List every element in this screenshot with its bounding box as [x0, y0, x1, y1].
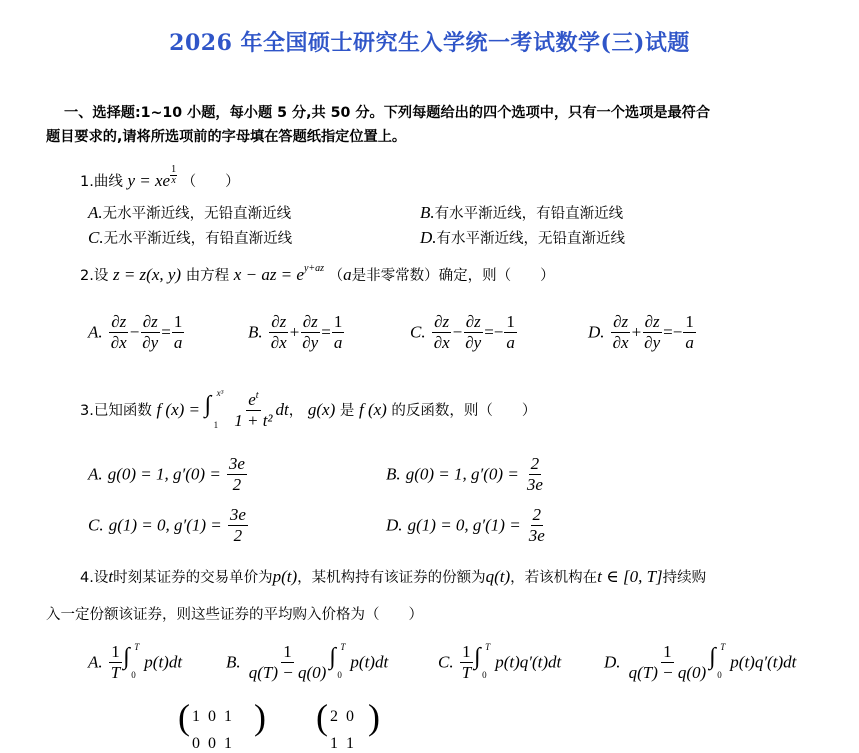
q1-expression: y = xe	[127, 171, 171, 190]
q3-option-b-den: 3e	[526, 475, 543, 495]
q1-prefix: 1.曲线	[80, 174, 123, 190]
q3-lower-limit: 1	[213, 419, 219, 430]
q3-option-c-num: 3e	[228, 505, 248, 526]
q3-option-d-num: 2	[531, 505, 544, 526]
question-4-stem-line1	[80, 566, 706, 587]
section-instructions-line1: 一、选择题:1~10 小题，每小题 5 分,共 50 分。下列每题给出的四个选项中，只有一个选项是最符合	[64, 105, 711, 121]
q4-option-d-coef-den: q(T) − q(0)	[628, 663, 707, 683]
q2-c-rhs-sign: −	[493, 322, 504, 342]
q2-b-dz2: ∂z	[301, 312, 320, 333]
q2-c-op: −	[452, 322, 463, 342]
q4-option-b-coef-num: 1	[281, 642, 294, 663]
q4-qt: q(t)	[485, 567, 511, 586]
q4-option-c-integrand: p(t)q′(t)dt	[495, 652, 562, 672]
q5-matrix-2-row1: 2 0	[330, 708, 354, 725]
q5-matrix-1-row1: 1 0 1	[192, 708, 232, 725]
q3-option-b-left: g(0) = 1, g′(0) =	[405, 464, 519, 484]
q4-pt: p(t)	[272, 567, 298, 586]
q4-option-b-upper: T	[340, 641, 346, 652]
q1-exponent-numerator: 1	[171, 164, 177, 175]
q3-option-d	[386, 505, 548, 547]
q4-t: t	[108, 567, 114, 586]
q3-option-a-den: 2	[232, 475, 242, 495]
q4-p2: 时刻某证券的交易单价为	[113, 570, 273, 586]
q2-option-d: D. $\frac{\partial z}{\partial x}$ + $\frac{\partial z}{\partial y}$ =− $\frac{1}{a}$	[588, 312, 694, 353]
q3-option-a-left: g(0) = 1, g′(0) =	[107, 464, 221, 484]
q2-option-b: B. $\frac{\partial z}{\partial x}$ + $\frac{\partial z}{\partial y}$ = $\frac{1}{a}$	[248, 312, 343, 353]
q3-option-c-left: g(1) = 0, g′(1) =	[108, 515, 222, 535]
q4-option-c: C. $\frac{1}{T}$ ∫ T 0 p(t)q′(t)dt	[438, 641, 562, 683]
q2-d-rhs-sign: −	[672, 322, 683, 342]
q2-a: a	[343, 265, 352, 284]
q2-d-rhs-num: 1	[683, 312, 696, 333]
q4-option-a-integrand: p(t)dt	[144, 652, 183, 672]
q4-option-c-letter: C.	[438, 652, 454, 672]
q4-option-c-coef-num: 1	[460, 642, 473, 663]
q3-upper-limit: x³	[216, 387, 224, 398]
section-instructions-line2: 题目要求的,请将所选项前的字母填在答题纸指定位置上。	[46, 129, 407, 145]
q4-option-b: B. $\frac{1}{q(T) - q(0)}$ ∫ T 0 p(t)dt	[226, 641, 389, 683]
q4-option-d-letter: D.	[604, 652, 621, 672]
q2-d-op: +	[631, 322, 642, 342]
q2-b-dz1: ∂z	[269, 312, 288, 333]
q4-option-a-coef-num: 1	[109, 642, 122, 663]
q2-d-dx: ∂x	[612, 333, 629, 353]
q2-a-dz1: ∂z	[109, 312, 128, 333]
q1-option-c	[88, 227, 292, 248]
q4-option-d-lower: 0	[717, 669, 722, 680]
q3-option-b	[386, 454, 546, 496]
q3-option-c	[88, 505, 249, 547]
question-4-stem-line2: 入一定份额该证券，则这些证券的平均购入价格为（ ）	[46, 607, 423, 623]
q3-gx: g(x)	[307, 399, 336, 419]
q3-option-b-num: 2	[529, 454, 542, 475]
q2-c-dz2: ∂z	[464, 312, 483, 333]
q2-c-rhs-den: a	[506, 333, 515, 353]
q3-option-c-den: 2	[233, 526, 243, 546]
q2-mid: 由方程	[185, 268, 230, 284]
q2-d-dz1: ∂z	[611, 312, 630, 333]
q1-option-c-text: 无水平渐近线，有铅直渐近线	[103, 231, 293, 247]
q4-option-a: A. $\frac{1}{T}$ ∫ T 0 p(t)dt	[88, 641, 183, 683]
q3-fx2: f (x)	[358, 399, 387, 419]
q4-option-c-upper: T	[485, 641, 491, 652]
q1-answer-blank: （ ）	[181, 174, 240, 190]
q1-option-a	[88, 202, 291, 223]
q4-option-d-upper: T	[720, 641, 726, 652]
q3-option-d-letter: D.	[386, 515, 403, 535]
q3-fx: f (x) =	[156, 399, 201, 419]
q2-b-rhs-num: 1	[332, 312, 345, 333]
q2-expr2: x − az = e	[233, 265, 304, 284]
q2-a-dx: ∂x	[110, 333, 127, 353]
q2-a-dy: ∂y	[142, 333, 159, 353]
question-2-stem	[80, 264, 555, 285]
q2-a-dz2: ∂z	[141, 312, 160, 333]
q4-option-d-coef-num: 1	[661, 642, 674, 663]
q4-p4: ，若该机构在	[510, 570, 598, 586]
q2-option-c: C. $\frac{\partial z}{\partial x}$ − $\frac{\partial z}{\partial y}$ =− $\frac{1}{a}$	[410, 312, 515, 353]
q1-exponent-denominator: x	[171, 175, 176, 186]
q4-option-b-lower: 0	[337, 669, 342, 680]
q5-matrix-2-row2: 1 1	[330, 735, 354, 752]
q3-option-a	[88, 454, 248, 496]
q3-tail: 的反函数，则（ ）	[391, 402, 537, 419]
q2-d-dy: ∂y	[644, 333, 661, 353]
q5-matrix-1-row2: 0 0 1	[192, 735, 232, 752]
q4-option-b-integrand: p(t)dt	[350, 652, 389, 672]
q2-a-rhs-num: 1	[172, 312, 185, 333]
q3-option-a-num: 3e	[227, 454, 247, 475]
q3-integrand-num: e	[248, 390, 256, 409]
q2-c-dz1: ∂z	[432, 312, 451, 333]
q4-option-a-coef-den: T	[110, 663, 121, 683]
q3-option-b-letter: B.	[386, 464, 401, 484]
q3-comma: ，	[288, 402, 304, 419]
q2-b-dy: ∂y	[302, 333, 319, 353]
q1-option-c-letter: C.	[88, 228, 104, 247]
q3-mid: 是	[339, 402, 355, 419]
page-title: 2026 年全国硕士研究生入学统一考试数学(三)试题	[169, 30, 690, 56]
q2-c-dy: ∂y	[465, 333, 482, 353]
q1-option-b-text: 有水平渐近线，有铅直渐近线	[434, 206, 624, 222]
q2-option-c-letter: C.	[410, 322, 426, 342]
q4-interval: t ∈ [0, T]	[597, 567, 663, 586]
q3-integrand-den: 1 + t²	[234, 411, 273, 431]
q2-b-op: +	[289, 322, 300, 342]
q2-exponent: y+az	[303, 263, 325, 274]
question-1-stem	[80, 164, 240, 200]
q4-option-a-letter: A.	[88, 652, 103, 672]
q3-dt: dt	[275, 399, 289, 419]
q4-p1: 4.设	[80, 570, 109, 586]
q4-p3: ，某机构持有该证券的份额为	[297, 570, 486, 586]
q4-option-c-lower: 0	[482, 669, 487, 680]
q2-a-op: −	[129, 322, 140, 342]
q2-c-rhs-num: 1	[504, 312, 517, 333]
q4-option-d: D. $\frac{1}{q(T) - q(0)}$ ∫ T 0 p(t)q′(t)dt	[604, 641, 797, 683]
q2-expr1: z = z(x, y)	[112, 265, 182, 284]
q1-option-a-letter: A.	[88, 203, 103, 222]
q3-option-d-den: 3e	[528, 526, 545, 546]
q2-option-b-letter: B.	[248, 322, 263, 342]
q4-option-b-letter: B.	[226, 652, 241, 672]
q1-option-a-text: 无水平渐近线，无铅直渐近线	[102, 206, 292, 222]
q2-prefix: 2.设	[80, 268, 109, 284]
q1-option-b	[420, 202, 623, 223]
q3-option-c-letter: C.	[88, 515, 104, 535]
q2-note: 是非零常数）确定，则（ ）	[351, 268, 555, 284]
q2-b-rhs-den: a	[333, 333, 343, 353]
q2-d-dz2: ∂z	[643, 312, 662, 333]
q3-option-d-left: g(1) = 0, g′(1) =	[407, 515, 521, 535]
q2-a-rhs-den: a	[173, 333, 183, 353]
q2-option-a: A. $\frac{\partial z}{\partial x}$ − $\frac{\partial z}{\partial y}$ = $\frac{1}{a}$	[88, 312, 183, 353]
q3-prefix: 3.已知函数	[80, 402, 152, 419]
q4-option-a-upper: T	[134, 641, 140, 652]
question-3-stem: 3.已知函数 f (x) = ∫ x³ 1 $\frac{e^t}{\text{1 + t²}}$ dt， g(x) 是 f (x) 的反函数，则（ ）	[80, 387, 537, 431]
q1-option-d-text: 有水平渐近线，无铅直渐近线	[436, 231, 626, 247]
q4-option-d-integrand: p(t)q′(t)dt	[730, 652, 797, 672]
q2-c-dx: ∂x	[433, 333, 450, 353]
q2-b-dx: ∂x	[270, 333, 287, 353]
q2-option-a-letter: A.	[88, 322, 103, 342]
q2-d-rhs-den: a	[685, 333, 694, 353]
q4-option-b-coef-den: q(T) − q(0)	[248, 663, 327, 683]
q1-option-b-letter: B.	[420, 203, 435, 222]
q1-option-d-letter: D.	[420, 228, 437, 247]
q3-option-a-letter: A.	[88, 464, 103, 484]
q4-option-a-lower: 0	[131, 669, 136, 680]
q2-paren-open: （	[328, 268, 344, 284]
q1-option-d	[420, 227, 625, 248]
q4-option-c-coef-den: T	[461, 663, 472, 683]
q3-integrand-num-sup: t	[255, 390, 259, 401]
q4-p5: 持续购	[662, 570, 707, 586]
q2-option-d-letter: D.	[588, 322, 605, 342]
